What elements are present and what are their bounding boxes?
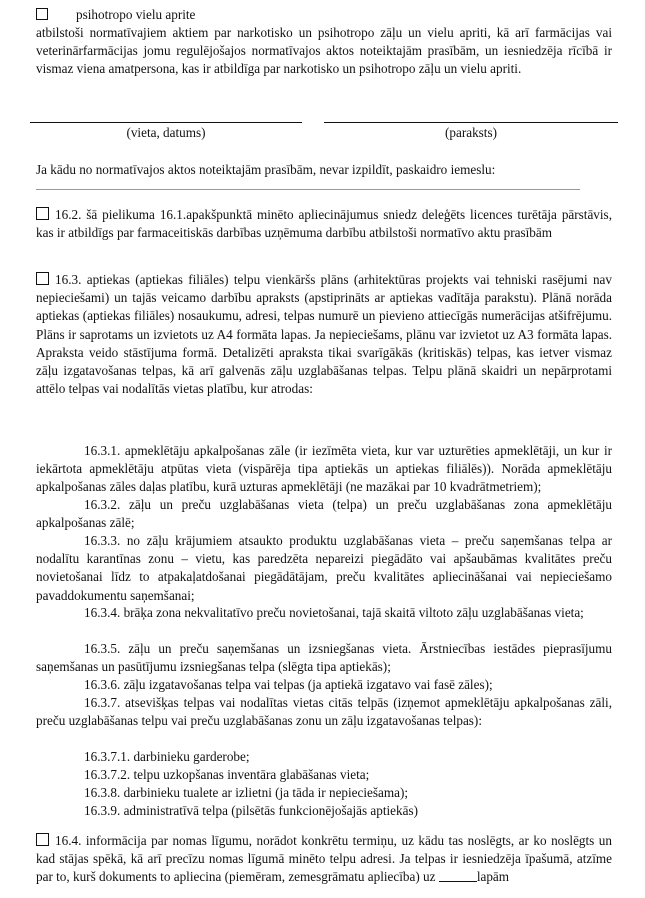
psychotropic-checkbox[interactable] <box>36 8 48 20</box>
item-16-3-8: 16.3.8. darbinieku tualete ar izlietni (ja tāda ir nepieciešama); <box>84 785 409 800</box>
section-16-4-suffix: lapām <box>476 869 510 885</box>
place-date-line <box>30 122 302 123</box>
item-16-3-4: 16.3.4. brāķa zona nekvalitatīvo preču novietošanai, tajā skaitā viltoto zāļu uzglabāšanas vieta; <box>84 605 584 620</box>
item-16-3-1: 16.3.1. apmeklētāju apkalpošanas zāle (ir iezīmēta vieta, kur var uzturēties apmeklētāji, un kur ir iekārtota apmeklētāju atpūtas vieta (vispārēja tipa aptiekās un aptiekas filiālēs)). Norāda apmeklētāju apkalpošanas zāles daļas platību, kurā uzturas apmeklētāji (ne mazākai par 10 kvadrātmetriem); <box>36 443 612 495</box>
reason-prompt: Ja kādu no normatīvajos aktos noteiktajām prasībām, nevar izpildīt, paskaidro iemeslu: <box>36 162 496 177</box>
section-16-2-checkbox[interactable] <box>36 207 49 220</box>
section-16-3-checkbox[interactable] <box>36 272 49 285</box>
section-16-2 <box>36 206 612 242</box>
item-16-3-7: 16.3.7. atsevišķas telpas vai nodalītas vietas citās telpās (izņemot apmeklētāju apkalpošanas zāli, preču uzglabāšanas telpu vai preču uzglabāšanas zonu un zāļu izgatavošanas telpas): <box>36 695 612 729</box>
section-16-4 <box>36 832 612 887</box>
reason-input-line[interactable] <box>36 189 580 190</box>
page-count-blank[interactable] <box>439 870 477 882</box>
section-16-4-text: 16.4. informācija par nomas līgumu, norādot konkrētu termiņu, uz kādu tas noslēgts, ar ko noslēgts un kad stājas spēkā, kā arī precīzu nomas līgumā minēto telpu adresi. Ja telpas ir iesniedzēja īpašumā, atzīme par to, kurš dokuments to apliecina (piemēram, zemesgrāmatu apliecība) uz <box>36 833 612 885</box>
item-16-3-2: 16.3.2. zāļu un preču uzglabāšanas vieta (telpa) un preču uzglabāšanas zona apmeklētāju apkalpošanas zālē; <box>36 497 612 531</box>
psychotropic-row <box>36 6 612 24</box>
item-16-3-7-1: 16.3.7.1. darbinieku garderobe; <box>84 749 250 764</box>
place-date-label: (vieta, datums) <box>126 125 206 140</box>
psychotropic-label: psihotropo vielu aprite <box>76 7 196 22</box>
compliance-paragraph: atbilstoši normatīvajiem aktiem par narkotisko un psihotropo zāļu un vielu apriti, kā arī farmācijas vai veterinārfarmācijas jomu regulējošajos normatīvajos aktos noteiktajām prasībām, un iesniedzēja rīcībā ir vismaz viena amatpersona, kas ir atbildīga par narkotisko un psihotropo zāļu un vielu apriti. <box>36 25 612 77</box>
item-16-3-6: 16.3.6. zāļu izgatavošanas telpa vai telpas (ja aptiekā izgatavo vai fasē zāles); <box>84 677 493 692</box>
signature-line <box>324 122 618 123</box>
item-16-3-7-2: 16.3.7.2. telpu uzkopšanas inventāra glabāšanas vieta; <box>84 767 370 782</box>
section-16-2-text: 16.2. šā pielikuma 16.1.apakšpunktā minēto apliecinājumus sniedz deleģēts licences turētāja pārstāvis, kas ir atbildīgs par farmaceitiskās darbības uzņēmuma darbību atbilstoši normatīvo aktu prasībām <box>36 207 612 241</box>
signature-label: (paraksts) <box>445 125 497 140</box>
section-16-3 <box>36 271 612 398</box>
section-16-4-checkbox[interactable] <box>36 833 49 846</box>
item-16-3-9: 16.3.9. administratīvā telpa (pilsētās funkcionējošajās aptiekās) <box>84 803 418 818</box>
section-16-3-text: 16.3. aptiekas (aptiekas filiāles) telpu vienkāršs plāns (arhitektūras projekts vai tehniski rasējumi nav nepieciešami) un tajās veicamo darbību apraksts (apstiprināts ar aptiekas vadītāja parakstu). Plānā norāda aptiekas (aptiekas filiāles) nosaukumu, adresi, telpas numurē un pievieno attiecīgās numerācijas atšifrējumu. Plāns ir saprotams un izvietots uz A4 formāta lapas. Ja nepieciešams, plānu var izvietot uz A3 formāta lapas. Apraksta veido stāstījuma formā. Detalizēti apraksta tikai svarīgākās (kritiskās) telpas, kas ietver vismaz zāļu izgatavošanas telpas, kā arī galvenās zāļu uzglabāšanas telpas. Telpu plānā skaidri un nepārprotami attēlo telpas vai nodalītās vietas platību, kur atrodas: <box>36 272 612 397</box>
item-16-3-3: 16.3.3. no zāļu krājumiem atsaukto produktu uzglabāšanas vieta – preču saņemšanas telpa ar nodalītu karantīnas zonu – vietu, kas paredzēta nepareizi piegādāto vai apšaubāmas kvalitātes preču novietošanai līdz to atpakaļatdošanai piegādātājam, preču kvalitātes apliecināšanai vai nepieciešamo pavaddokumentu saņemšanai; <box>36 533 612 603</box>
item-16-3-5: 16.3.5. zāļu un preču saņemšanas un izsniegšanas vieta. Ārstniecības iestādes pieprasījumu saņemšanas un pasūtījumu izsniegšanas telpa (slēgta tipa aptiekās); <box>36 641 612 675</box>
